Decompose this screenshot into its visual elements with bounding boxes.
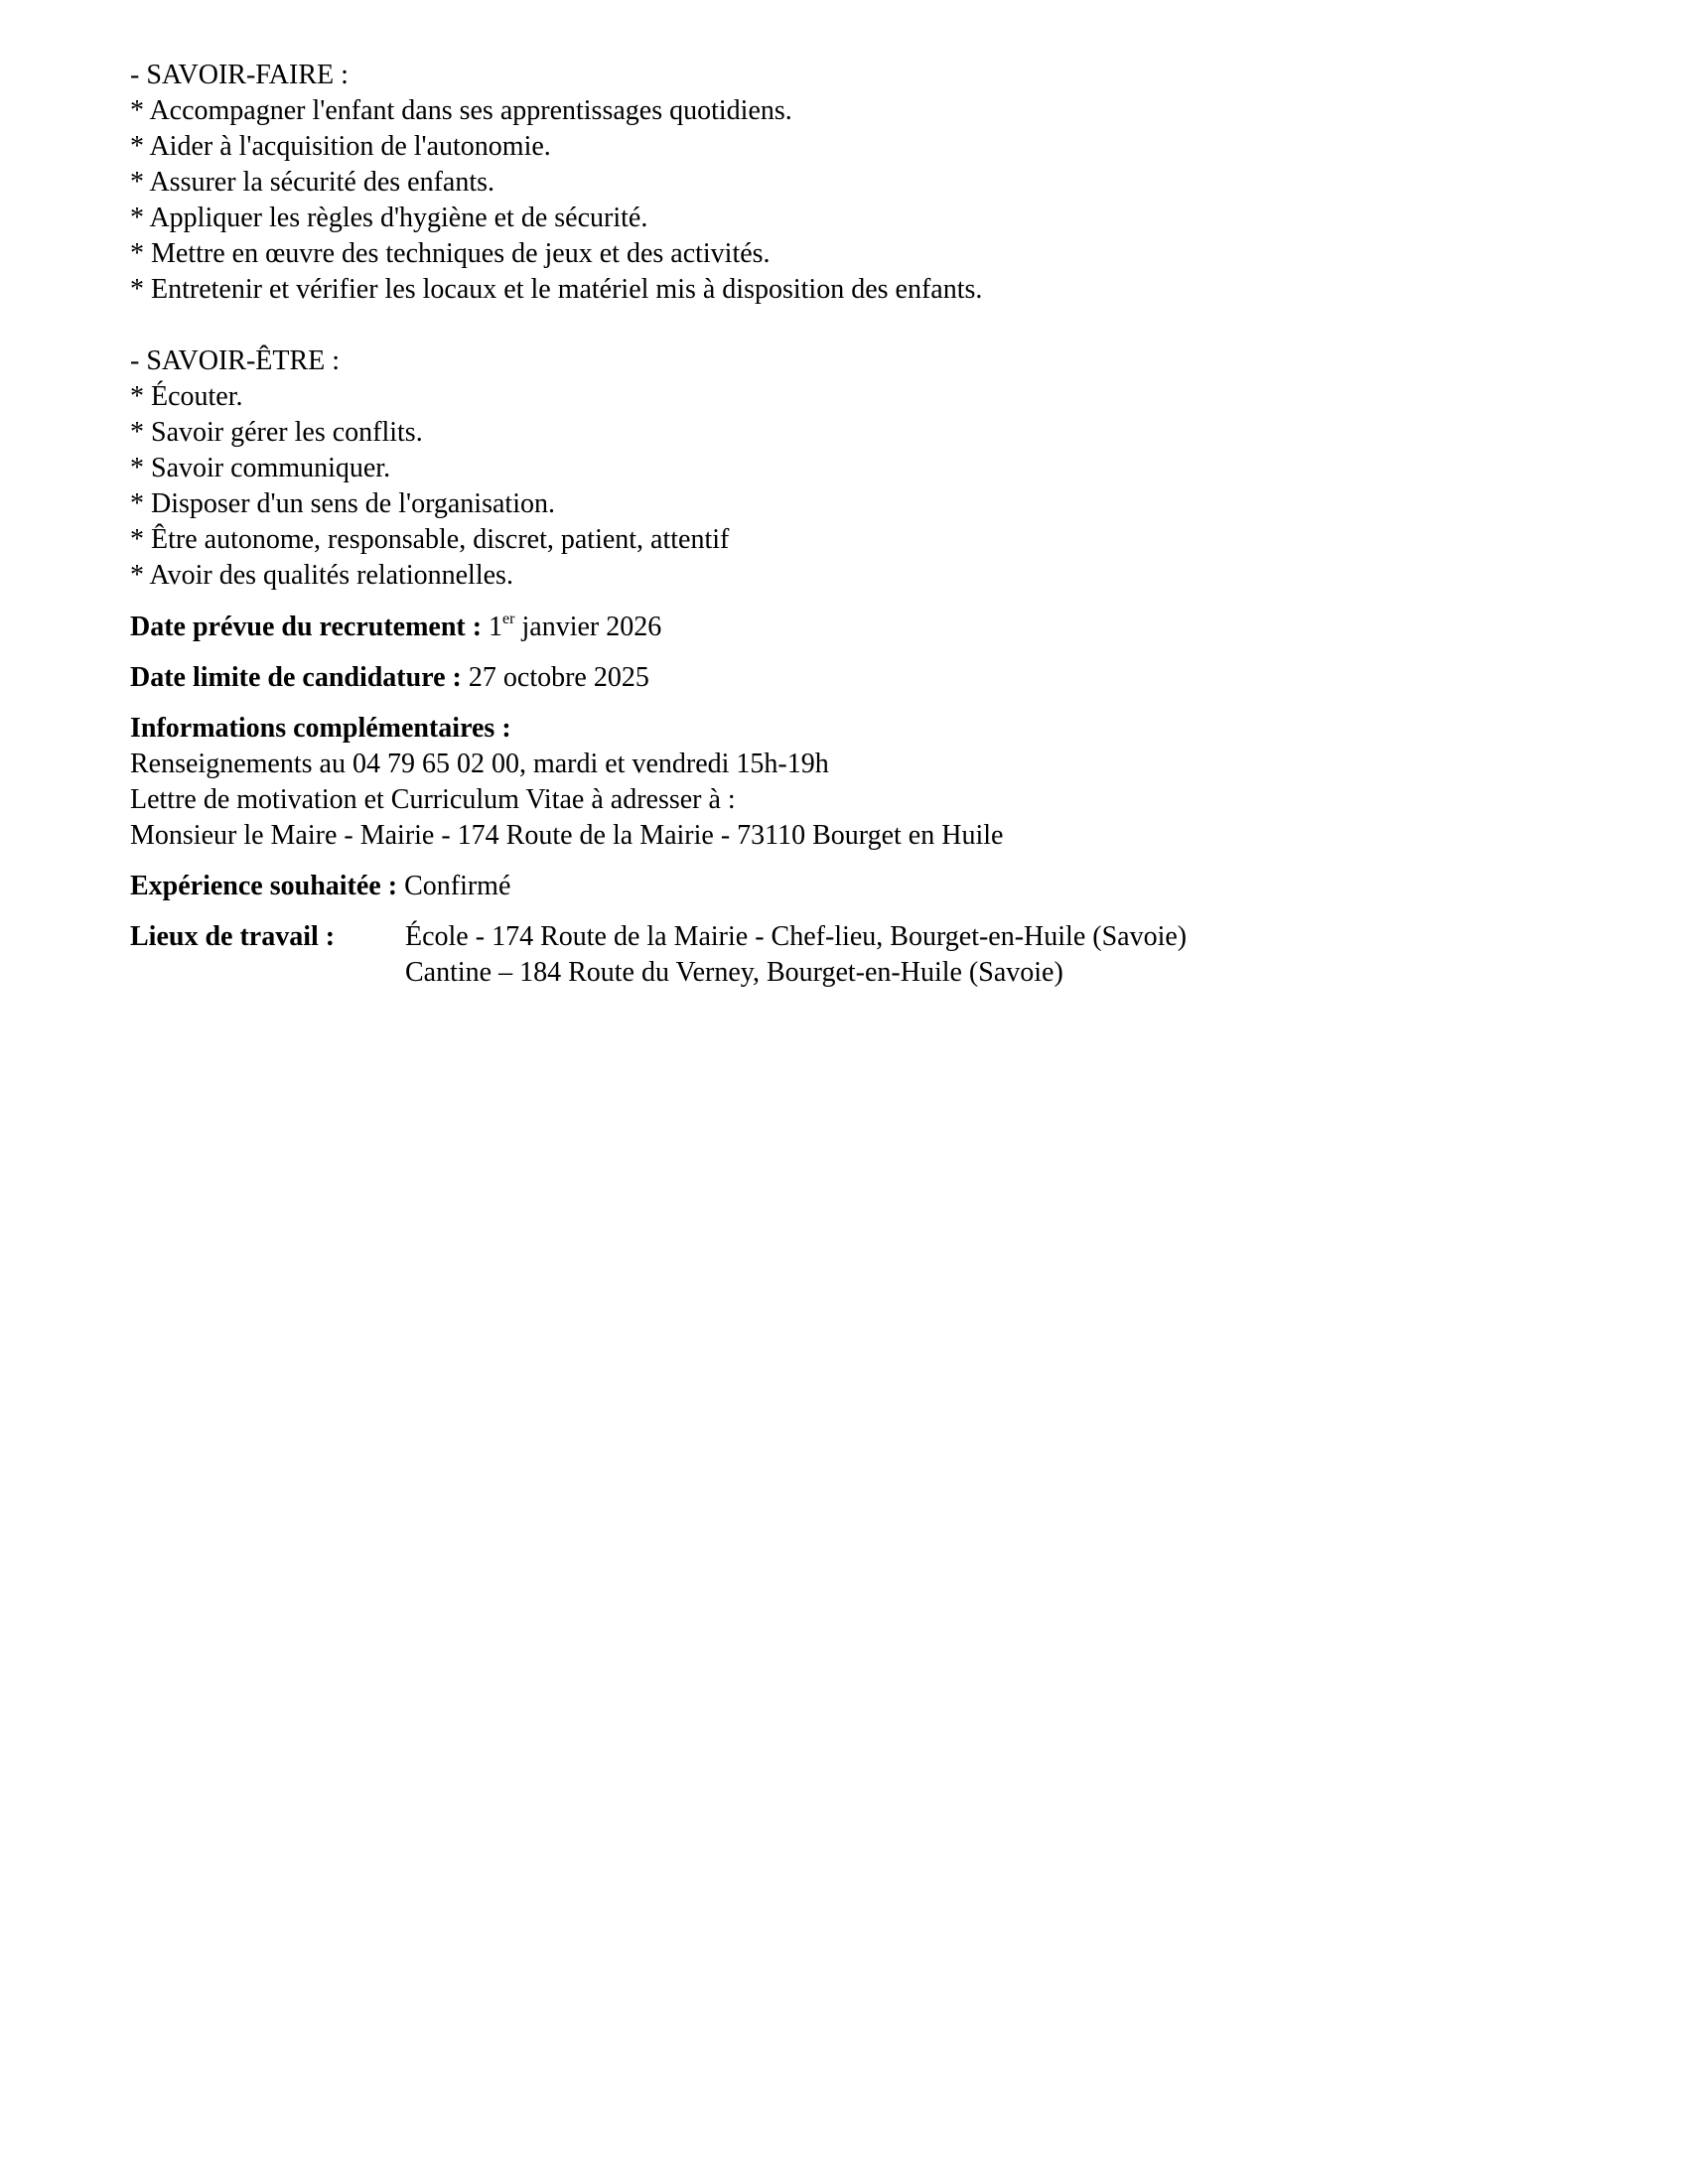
experience-field	[130, 869, 1560, 904]
savoir-faire-item: * Aider à l'acquisition de l'autonomie.	[130, 131, 551, 162]
application-deadline-field	[130, 660, 1560, 696]
savoir-faire-item: * Appliquer les règles d'hygiène et de sécurité.	[130, 203, 648, 233]
experience-value: Confirmé	[404, 871, 511, 901]
application-deadline-value: 27 octobre 2025	[468, 662, 649, 693]
recruitment-date-day: 1	[489, 612, 503, 642]
additional-info-phone: Renseignements au 04 79 65 02 00, mardi et vendredi 15h-19h	[130, 749, 829, 779]
savoir-etre-item: * Savoir gérer les conflits.	[130, 417, 423, 448]
savoir-faire-heading: - SAVOIR-FAIRE :	[130, 60, 349, 90]
savoir-etre-heading: - SAVOIR-ÊTRE :	[130, 345, 341, 376]
savoir-faire-item: * Mettre en œuvre des techniques de jeux et des activités.	[130, 238, 771, 269]
experience-label: Expérience souhaitée :	[130, 871, 398, 901]
recruitment-date-field	[130, 610, 1560, 645]
additional-info-label: Informations complémentaires :	[130, 713, 511, 744]
savoir-faire-item: * Entretenir et vérifier les locaux et le matériel mis à disposition des enfants.	[130, 274, 983, 305]
additional-info-section	[130, 711, 1560, 854]
recruitment-date-day-suffix: er	[502, 610, 515, 627]
workplace-canteen: Cantine – 184 Route du Verney, Bourget-en-Huile (Savoie)	[405, 957, 1063, 988]
additional-info-address: Monsieur le Maire - Mairie - 174 Route de la Mairie - 73110 Bourget en Huile	[130, 820, 1004, 851]
savoir-etre-item: * Être autonome, responsable, discret, patient, attentif	[130, 524, 730, 555]
workplaces-list	[405, 919, 1187, 991]
savoir-etre-item: * Avoir des qualités relationnelles.	[130, 560, 513, 591]
additional-info-letter: Lettre de motivation et Curriculum Vitae à adresser à :	[130, 784, 736, 815]
savoir-faire-item: * Assurer la sécurité des enfants.	[130, 167, 494, 198]
recruitment-date-label: Date prévue du recrutement :	[130, 612, 483, 642]
workplace-school: École - 174 Route de la Mairie - Chef-lieu, Bourget-en-Huile (Savoie)	[405, 921, 1188, 952]
savoir-etre-item: * Écouter.	[130, 381, 243, 412]
savoir-etre-item: * Savoir communiquer.	[130, 453, 391, 483]
workplaces-field	[130, 919, 1560, 991]
section-spacer	[130, 308, 1560, 343]
savoir-etre-section	[130, 343, 1560, 594]
savoir-etre-item: * Disposer d'un sens de l'organisation.	[130, 488, 555, 519]
savoir-faire-item: * Accompagner l'enfant dans ses apprentissages quotidiens.	[130, 95, 792, 126]
recruitment-date-rest: janvier 2026	[521, 612, 662, 642]
document-page	[130, 58, 1560, 991]
workplaces-label: Lieux de travail :	[130, 921, 336, 952]
application-deadline-label: Date limite de candidature :	[130, 662, 462, 693]
savoir-faire-section	[130, 58, 1560, 308]
